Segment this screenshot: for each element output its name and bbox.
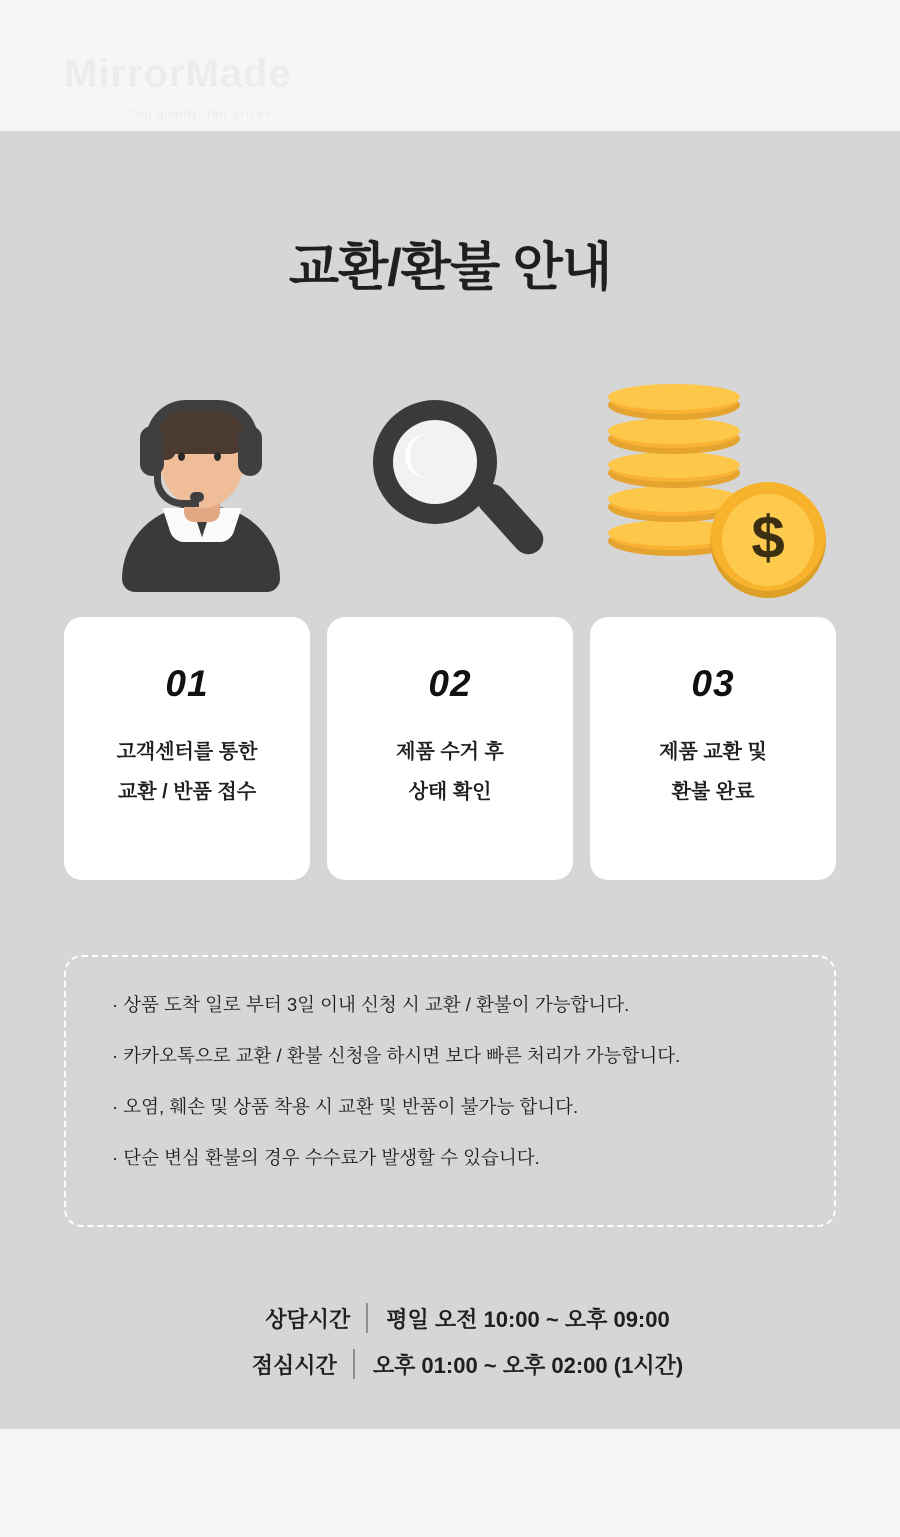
hours-row-lunch bbox=[0, 1341, 900, 1387]
steps-row bbox=[64, 617, 836, 882]
page-title: 교환/환불 안내 bbox=[288, 239, 612, 297]
step-line-2: 교환 / 반품 접수 bbox=[117, 781, 257, 803]
step-number: 01 bbox=[165, 663, 209, 704]
step-text bbox=[590, 732, 836, 812]
step-card-1 bbox=[64, 617, 310, 880]
step-line-1: 제품 수거 후 bbox=[396, 741, 504, 763]
step-line-1: 고객센터를 통한 bbox=[116, 741, 258, 763]
notes-box bbox=[64, 955, 836, 1227]
hours-value: 오후 01:00 ~ 오후 02:00 (1시간) bbox=[372, 1352, 684, 1378]
hours-label: 점심시간 bbox=[251, 1352, 337, 1378]
notes-list bbox=[66, 957, 834, 1171]
step-text bbox=[64, 732, 310, 812]
step-number: 02 bbox=[428, 663, 472, 704]
headset-agent-icon bbox=[110, 388, 292, 588]
icon-cell-3 bbox=[578, 370, 835, 600]
note-item: · 오염, 훼손 및 상품 착용 시 교환 및 반품이 불가능 합니다. bbox=[112, 1096, 579, 1117]
step-card-3 bbox=[590, 617, 836, 880]
step-number: 03 bbox=[691, 663, 735, 704]
note-item: · 카카오톡으로 교환 / 환불 신청을 하시면 보다 빠른 처리가 가능합니다. bbox=[112, 1045, 681, 1066]
hours-label: 상담시간 bbox=[265, 1306, 351, 1332]
icon-row bbox=[64, 370, 836, 600]
header-band bbox=[0, 0, 900, 131]
hours-section bbox=[0, 1295, 900, 1387]
coins-dollar-icon bbox=[598, 380, 828, 595]
hours-value: 평일 오전 10:00 ~ 오후 09:00 bbox=[386, 1306, 670, 1332]
note-item: · 단순 변심 환불의 경우 수수료가 발생할 수 있습니다. bbox=[112, 1147, 540, 1168]
step-text bbox=[327, 732, 573, 812]
brand-logo: MirrorMade bbox=[64, 52, 292, 96]
step-line-2: 환불 완료 bbox=[671, 781, 755, 803]
step-line-1: 제품 교환 및 bbox=[659, 741, 767, 763]
dollar-symbol: $ bbox=[751, 504, 785, 571]
magnifier-icon bbox=[367, 394, 557, 584]
brand-tagline: Top quality, fair prices bbox=[130, 108, 272, 120]
step-card-2 bbox=[327, 617, 573, 880]
step-line-2: 상태 확인 bbox=[408, 781, 492, 803]
footer-band bbox=[0, 1429, 900, 1537]
icon-cell-1 bbox=[64, 370, 321, 600]
icon-cell-2 bbox=[321, 370, 578, 600]
hours-row-consultation bbox=[0, 1295, 900, 1341]
note-item: · 상품 도착 일로 부터 3일 이내 신청 시 교환 / 환불이 가능합니다. bbox=[112, 994, 630, 1015]
